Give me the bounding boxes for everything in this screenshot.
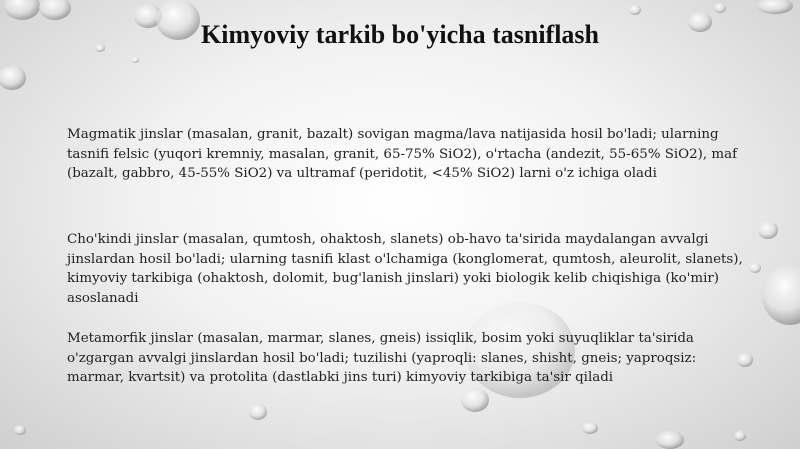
paragraph-sedimentary-rocks: Cho'kindi jinslar (masalan, qumtosh, ohaktosh, slanets) ob-havo ta'sirida maydalangan avvalgi jinslardan hosil bo'ladi; ularning tasnifi klast o'lchamiga (konglomerat, qumtosh, aleurolit, slanets), kimyoviy tarkibiga (ohaktosh, dolomit, bug'lanish jinslari) yoki biologik kelib chiqishiga (ko'mir) asoslanadi — [67, 232, 743, 306]
paragraph-igneous-rocks: Magmatik jinslar (masalan, granit, bazalt) sovigan magma/lava natijasida hosil bo'ladi; ularning tasnifi felsic (yuqori kremniy, masalan, granit, 65-75% SiO2), o'rtacha (andezit, 55-65% SiO2), maf (bazalt, gabbro, 45-55% SiO2) va ultramaf (peridotit, <45% SiO2) larni o'z ichiga oladi — [67, 127, 738, 181]
slide-title: Kimyoviy tarkib bo'yicha tasniflash — [201, 20, 599, 49]
paragraph-metamorphic-rocks: Metamorfik jinslar (masalan, marmar, slanes, gneis) issiqlik, bosim yoki suyuqliklar ta'sirida o'zgargan avvalgi jinslardan hosil bo'ladi; tuzilishi (yaproqli: slanes, shisht, gneis; yaproqsiz: marmar, kvartsit) va protolita (dastlabki jins turi) kimyoviy tarkibiga ta'sir qiladi — [67, 331, 697, 385]
